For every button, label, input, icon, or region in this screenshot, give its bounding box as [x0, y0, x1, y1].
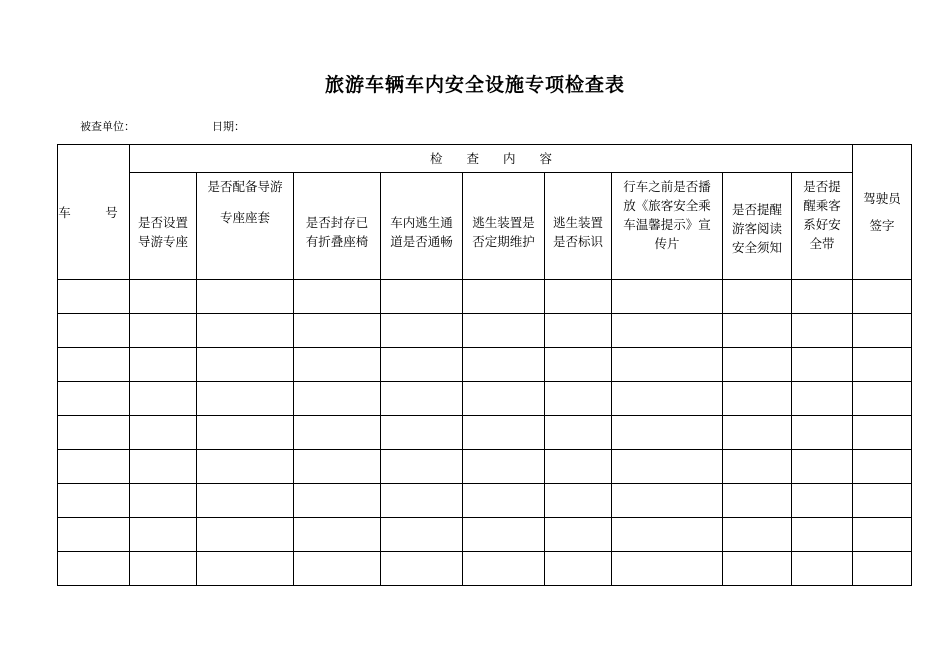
plate-number-header: 车 号: [58, 145, 130, 280]
check-result-cell[interactable]: [197, 280, 294, 314]
check-result-cell[interactable]: [792, 484, 853, 518]
check-result-cell[interactable]: [130, 280, 197, 314]
check-result-cell[interactable]: [792, 280, 853, 314]
check-result-cell[interactable]: [294, 348, 381, 382]
inspection-table: [57, 144, 912, 586]
table-row: [58, 348, 912, 382]
check-result-cell[interactable]: [545, 450, 612, 484]
check-result-cell[interactable]: [792, 450, 853, 484]
plate-number-cell[interactable]: [58, 518, 130, 552]
plate-number-cell[interactable]: [58, 382, 130, 416]
item-escape-passage-clear: 车内逃生通 道是否通畅: [381, 173, 463, 280]
check-result-cell[interactable]: [130, 348, 197, 382]
check-content-header: 检 查 内 容: [130, 145, 853, 173]
check-result-cell[interactable]: [723, 314, 792, 348]
page-title: 旅游车辆车内安全设施专项检查表: [324, 74, 625, 96]
signature-cell[interactable]: [853, 382, 912, 416]
check-result-cell[interactable]: [612, 450, 723, 484]
item-safety-video-played: 行车之前是否播 放《旅客安全乘 车温馨提示》宣 传片: [612, 173, 723, 280]
check-result-cell[interactable]: [381, 314, 463, 348]
check-result-cell[interactable]: [381, 280, 463, 314]
check-result-cell[interactable]: [792, 382, 853, 416]
check-result-cell[interactable]: [294, 450, 381, 484]
check-result-cell[interactable]: [545, 518, 612, 552]
check-result-cell[interactable]: [294, 280, 381, 314]
signature-cell[interactable]: [853, 518, 912, 552]
plate-number-cell[interactable]: [58, 314, 130, 348]
check-result-cell[interactable]: [463, 314, 545, 348]
item-remind-fasten-seatbelt: 是否提 醒乘客 系好安 全带: [792, 173, 853, 280]
plate-number-cell[interactable]: [58, 348, 130, 382]
check-result-cell[interactable]: [723, 552, 792, 586]
check-result-cell[interactable]: [381, 484, 463, 518]
inspected-unit-label: 被查单位：: [80, 120, 135, 133]
table-row: [58, 518, 912, 552]
check-result-cell[interactable]: [197, 552, 294, 586]
check-result-cell[interactable]: [723, 416, 792, 450]
check-result-cell[interactable]: [197, 518, 294, 552]
signature-cell[interactable]: [853, 552, 912, 586]
item-escape-device-maintained: 逃生装置是 否定期维护: [463, 173, 545, 280]
check-result-cell[interactable]: [381, 348, 463, 382]
check-result-cell[interactable]: [723, 280, 792, 314]
check-result-cell[interactable]: [381, 416, 463, 450]
plate-number-cell[interactable]: [58, 280, 130, 314]
driver-signature-header: 驾驶员 签字: [853, 145, 912, 280]
check-result-cell[interactable]: [463, 382, 545, 416]
check-result-cell[interactable]: [545, 416, 612, 450]
check-result-cell[interactable]: [612, 518, 723, 552]
check-result-cell[interactable]: [381, 552, 463, 586]
check-result-cell[interactable]: [463, 518, 545, 552]
item-guide-seat-cover: 是否配备导游 专座座套: [197, 173, 294, 280]
check-result-cell[interactable]: [197, 314, 294, 348]
check-result-cell[interactable]: [197, 450, 294, 484]
check-result-cell[interactable]: [130, 484, 197, 518]
plate-number-cell[interactable]: [58, 552, 130, 586]
check-result-cell[interactable]: [612, 416, 723, 450]
item-folding-seats-sealed: 是否封存已 有折叠座椅: [294, 173, 381, 280]
check-result-cell[interactable]: [294, 552, 381, 586]
plate-number-cell[interactable]: [58, 450, 130, 484]
check-result-cell[interactable]: [792, 552, 853, 586]
check-result-cell[interactable]: [130, 552, 197, 586]
check-result-cell[interactable]: [792, 314, 853, 348]
check-result-cell[interactable]: [294, 518, 381, 552]
check-result-cell[interactable]: [545, 314, 612, 348]
check-result-cell[interactable]: [723, 348, 792, 382]
check-result-cell[interactable]: [612, 484, 723, 518]
table-row: [58, 416, 912, 450]
table-row: [58, 450, 912, 484]
date-label: 日期：: [212, 120, 245, 133]
check-result-cell[interactable]: [792, 348, 853, 382]
check-result-cell[interactable]: [463, 552, 545, 586]
table-row: [58, 280, 912, 314]
check-result-cell[interactable]: [381, 450, 463, 484]
check-result-cell[interactable]: [545, 484, 612, 518]
check-result-cell[interactable]: [612, 382, 723, 416]
signature-cell[interactable]: [853, 314, 912, 348]
check-result-cell[interactable]: [130, 382, 197, 416]
check-result-cell[interactable]: [612, 280, 723, 314]
check-result-cell[interactable]: [792, 416, 853, 450]
table-row: [58, 314, 912, 348]
check-result-cell[interactable]: [545, 382, 612, 416]
check-result-cell[interactable]: [612, 552, 723, 586]
check-result-cell[interactable]: [130, 450, 197, 484]
signature-cell[interactable]: [853, 484, 912, 518]
item-guide-seat: 是否设置 导游专座: [130, 173, 197, 280]
check-result-cell[interactable]: [197, 416, 294, 450]
check-result-cell[interactable]: [723, 518, 792, 552]
check-result-cell[interactable]: [294, 484, 381, 518]
check-result-cell[interactable]: [723, 450, 792, 484]
plate-number-cell[interactable]: [58, 416, 130, 450]
check-result-cell[interactable]: [294, 382, 381, 416]
signature-cell[interactable]: [853, 416, 912, 450]
signature-cell[interactable]: [853, 280, 912, 314]
check-result-cell[interactable]: [197, 484, 294, 518]
check-result-cell[interactable]: [130, 314, 197, 348]
table-row: [58, 382, 912, 416]
check-result-cell[interactable]: [463, 450, 545, 484]
signature-cell[interactable]: [853, 450, 912, 484]
check-result-cell[interactable]: [463, 416, 545, 450]
table-row: [58, 484, 912, 518]
item-escape-device-marked: 逃生装置 是否标识: [545, 173, 612, 280]
check-result-cell[interactable]: [197, 348, 294, 382]
check-result-cell[interactable]: [463, 280, 545, 314]
check-result-cell[interactable]: [130, 416, 197, 450]
check-result-cell[interactable]: [612, 314, 723, 348]
check-result-cell[interactable]: [294, 314, 381, 348]
signature-cell[interactable]: [853, 348, 912, 382]
check-result-cell[interactable]: [545, 552, 612, 586]
table-row: [58, 552, 912, 586]
check-result-cell[interactable]: [792, 518, 853, 552]
check-result-cell[interactable]: [381, 518, 463, 552]
check-result-cell[interactable]: [545, 348, 612, 382]
plate-number-cell[interactable]: [58, 484, 130, 518]
check-result-cell[interactable]: [463, 484, 545, 518]
check-result-cell[interactable]: [612, 348, 723, 382]
check-result-cell[interactable]: [197, 382, 294, 416]
check-result-cell[interactable]: [381, 382, 463, 416]
check-result-cell[interactable]: [294, 416, 381, 450]
check-result-cell[interactable]: [463, 348, 545, 382]
check-result-cell[interactable]: [545, 280, 612, 314]
check-result-cell[interactable]: [130, 518, 197, 552]
check-result-cell[interactable]: [723, 382, 792, 416]
item-remind-read-safety-notes: 是否提醒 游客阅读 安全须知: [723, 173, 792, 280]
check-result-cell[interactable]: [723, 484, 792, 518]
